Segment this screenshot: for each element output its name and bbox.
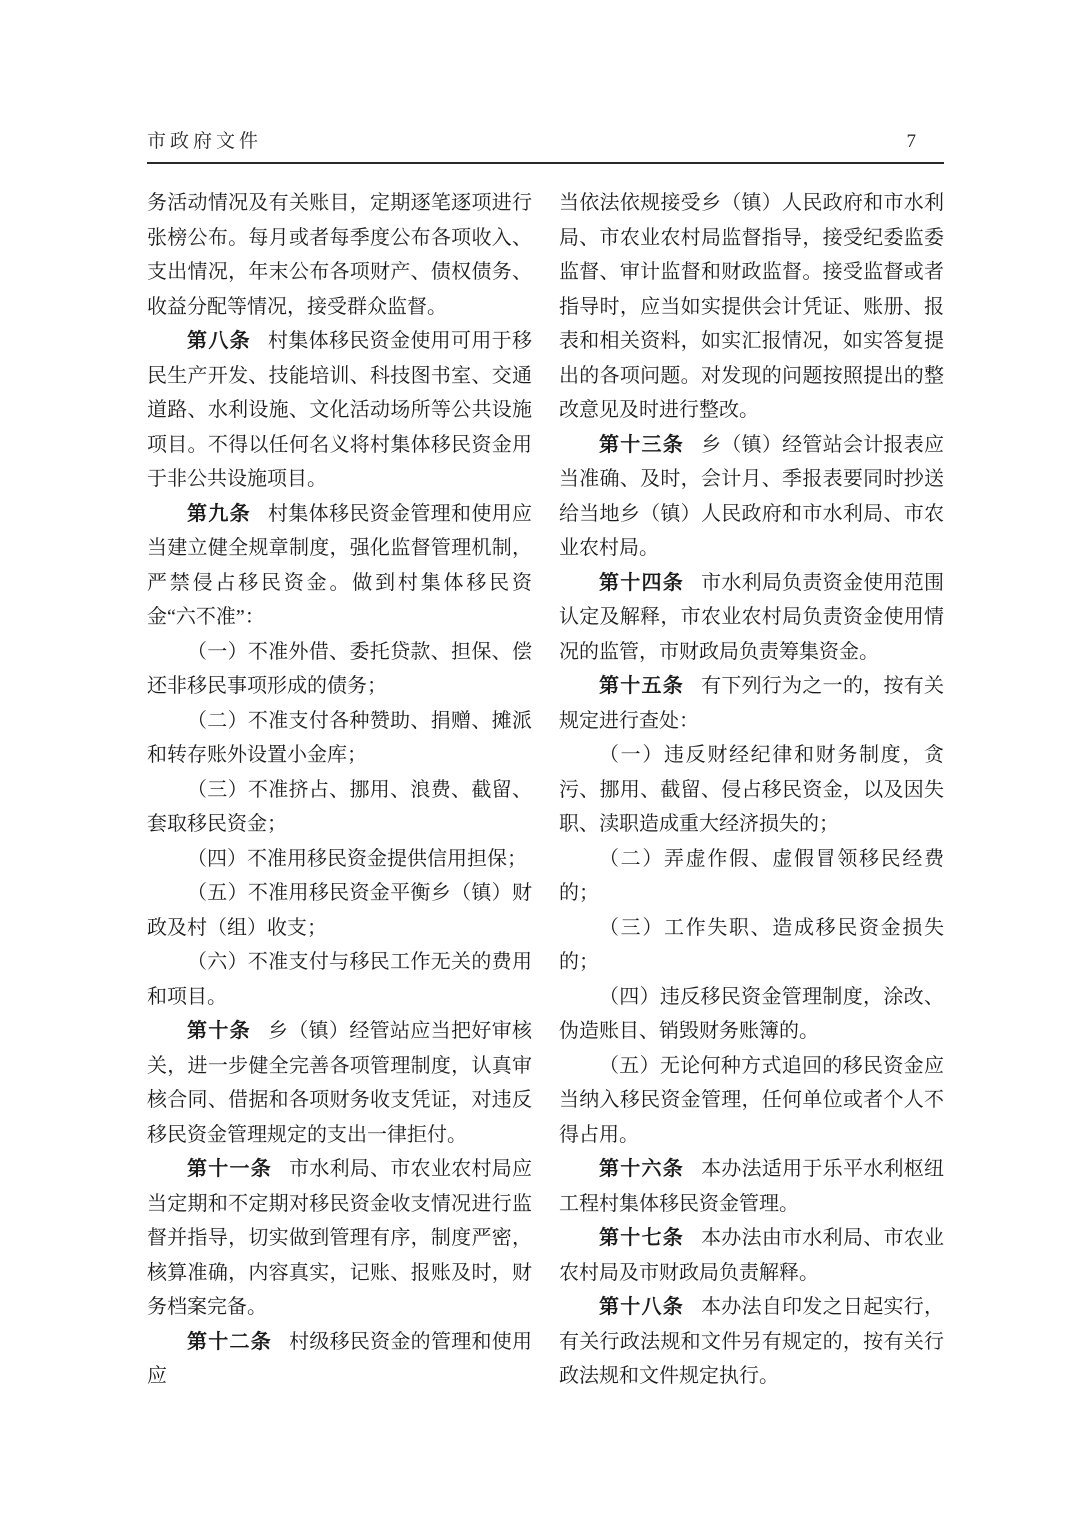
paragraph-text: 本办法自印发之日起实行，有关行政法规和文件另有规定的，按有关行政法规和文件规定执行。 — [559, 1296, 945, 1387]
left-column — [147, 186, 532, 1394]
article-number: 第十三条 — [599, 433, 685, 456]
article-number: 第十条 — [187, 1020, 251, 1042]
list-item-paragraph — [147, 876, 532, 945]
article-number: 第十二条 — [187, 1330, 273, 1353]
list-item-paragraph — [147, 704, 532, 773]
continuation-paragraph — [559, 186, 944, 428]
article-paragraph — [559, 669, 944, 738]
paragraph-text: （二）不准支付各种赞助、捐赠、摊派和转存账外设置小金库； — [147, 709, 532, 766]
page-content — [147, 0, 944, 1394]
paragraph-text: 乡（镇）经管站应当把好审核关，进一步健全完善各项管理制度，认真审核合同、借据和各项财务收支凭证，对违反移民资金管理规定的支出一律拒付。 — [147, 1020, 532, 1146]
paragraph-text: 本办法适用于乐平水利枢纽工程村集体移民资金管理。 — [559, 1158, 945, 1215]
continuation-paragraph — [147, 186, 532, 324]
list-item-paragraph — [559, 738, 944, 842]
paragraph-text: 村集体移民资金管理和使用应当建立健全规章制度，强化监督管理机制，严禁侵占移民资金。做到村集体移民资金“六不准”： — [147, 502, 532, 628]
paragraph-text: （五）不准用移民资金平衡乡（镇）财政及村（组）收支； — [147, 882, 532, 939]
paragraph-text: 有下列行为之一的，按有关规定进行查处： — [559, 675, 945, 732]
article-paragraph — [147, 1152, 532, 1325]
paragraph-text: （四）不准用移民资金提供信用担保； — [187, 847, 527, 870]
paragraph-text: 当依法依规接受乡（镇）人民政府和市水利局、市农业农村局监督指导，接受纪委监委监督、审计监督和财政监督。接受监督或者指导时，应当如实提供会计凭证、账册、报表和相关资料，如实汇报情况，如实答复提出的各项问题。对发现的问题按照提出的整改意见及时进行整改。 — [559, 192, 944, 421]
article-paragraph — [559, 1152, 944, 1221]
list-item-paragraph — [147, 773, 532, 842]
article-number: 第十八条 — [599, 1296, 685, 1318]
paragraph-text: （一）违反财经纪律和财务制度，贪污、挪用、截留、侵占移民资金，以及因失职、渎职造成重大经济损失的； — [559, 744, 944, 835]
right-column — [559, 186, 944, 1394]
paragraph-text: 市水利局、市农业农村局应当定期和不定期对移民资金收支情况进行监督并指导，切实做到管理有序，制度严密，核算准确，内容真实，记账、报账及时，财务档案完备。 — [147, 1158, 533, 1318]
article-number: 第十五条 — [599, 675, 685, 697]
list-item-paragraph — [147, 945, 532, 1014]
article-paragraph — [559, 428, 944, 566]
paragraph-text: 务活动情况及有关账目，定期逐笔逐项进行张榜公布。每月或者每季度公布各项收入、支出情况，年末公布各项财产、债权债务、收益分配等情况，接受群众监督。 — [147, 192, 532, 318]
page-number: 7 — [906, 131, 916, 152]
article-number: 第十六条 — [599, 1158, 685, 1180]
paragraph-text: 本办法由市水利局、市农业农村局及市财政局负责解释。 — [559, 1227, 945, 1284]
paragraph-text: 乡（镇）经管站会计报表应当准确、及时，会计月、季报表要同时抄送给当地乡（镇）人民政府和市水利局、市农业农村局。 — [559, 433, 945, 559]
article-number: 第十一条 — [187, 1158, 273, 1180]
article-paragraph — [147, 1014, 532, 1152]
paragraph-text: （四）违反移民资金管理制度，涂改、伪造账目、销毁财务账簿的。 — [559, 985, 944, 1042]
paragraph-text: （三）不准挤占、挪用、浪费、截留、套取移民资金； — [147, 778, 532, 835]
article-number: 第九条 — [187, 502, 251, 525]
list-item-paragraph — [559, 842, 944, 911]
paragraph-text: 村集体移民资金使用可用于移民生产开发、技能培训、科技图书室、交通道路、水利设施、文化活动场所等公共设施项目。不得以任何名义将村集体移民资金用于非公共设施项目。 — [147, 330, 532, 490]
article-paragraph — [559, 1290, 944, 1394]
paragraph-text: （一）不准外借、委托贷款、担保、偿还非移民事项形成的债务； — [147, 640, 532, 697]
list-item-paragraph — [559, 1049, 944, 1153]
header-title: 市政府文件 — [147, 131, 263, 152]
article-paragraph — [559, 566, 944, 670]
paragraph-text: （二）弄虚作假、虚假冒领移民经费的； — [559, 847, 944, 904]
paragraph-text: （六）不准支付与移民工作无关的费用和项目。 — [147, 951, 532, 1008]
paragraph-text: （三）工作失职、造成移民资金损失的； — [559, 916, 944, 973]
article-number: 第八条 — [187, 330, 251, 352]
article-number: 第十七条 — [599, 1227, 685, 1249]
article-paragraph — [559, 1221, 944, 1290]
header-rule — [147, 162, 944, 164]
page-header — [147, 126, 944, 162]
list-item-paragraph — [147, 842, 532, 877]
list-item-paragraph — [559, 911, 944, 980]
article-paragraph — [147, 324, 532, 497]
article-paragraph — [147, 497, 532, 635]
article-paragraph — [147, 1325, 532, 1394]
list-item-paragraph — [147, 635, 532, 704]
list-item-paragraph — [559, 980, 944, 1049]
document-body — [147, 186, 944, 1394]
article-number: 第十四条 — [599, 571, 685, 594]
paragraph-text: 村级移民资金的管理和使用应 — [147, 1330, 533, 1387]
paragraph-text: （五）无论何种方式追回的移民资金应当纳入移民资金管理，任何单位或者个人不得占用。 — [559, 1054, 944, 1146]
paragraph-text: 市水利局负责资金使用范围认定及解释，市农业农村局负责资金使用情况的监管，市财政局负责筹集资金。 — [559, 571, 945, 663]
